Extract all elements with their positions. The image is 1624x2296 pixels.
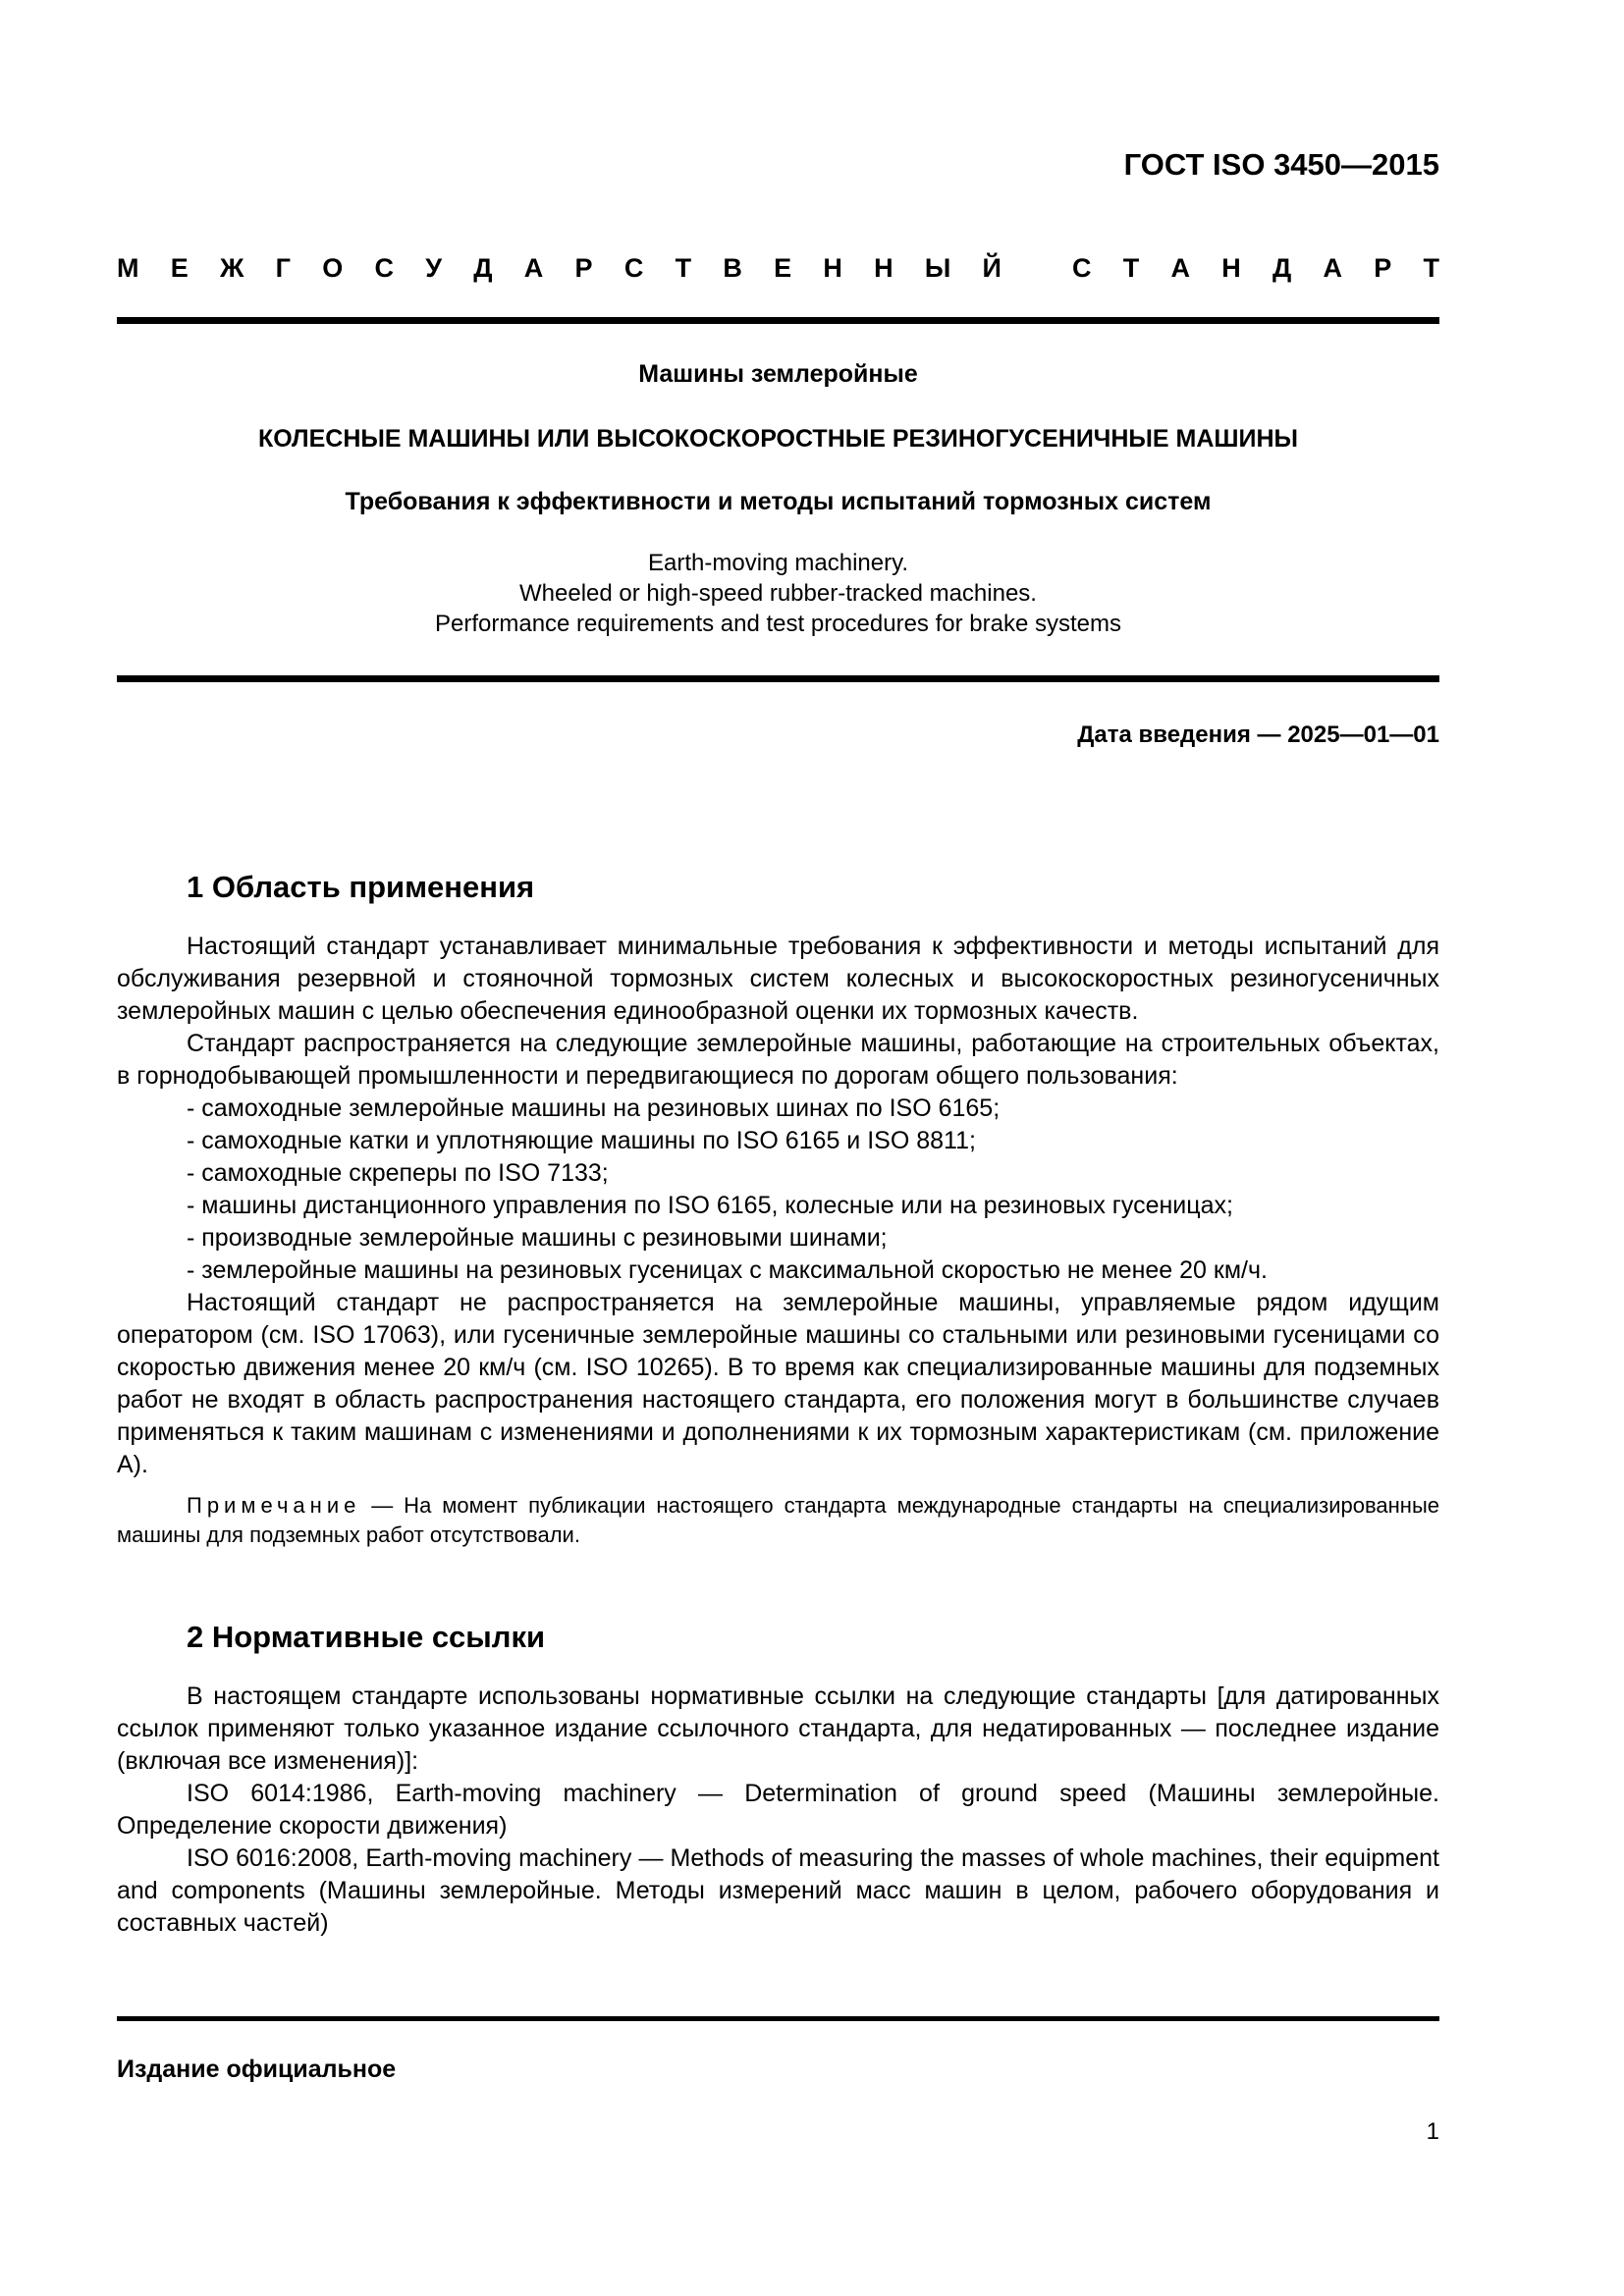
banner-letter: Т <box>1122 253 1140 283</box>
section-1-body <box>117 931 1439 1550</box>
banner-letter: М <box>117 253 139 283</box>
banner-letter: В <box>723 253 742 283</box>
reference-item: ISO 6016:2008, Earth-moving machinery — Methods of measuring the masses of whole machines, their equipment and components (Машины землеройные. Методы измерений масс машин в целом, рабочего оборудования и составных частей) <box>117 1844 1439 1937</box>
note-label: Примечание <box>187 1493 361 1518</box>
footer-divider <box>117 2016 1439 2021</box>
list-item: - землеройные машины на резиновых гусеницах с максимальной скоростью не менее 20 км/ч. <box>187 1256 1268 1284</box>
document-subtitle: Требования к эффективности и методы испытаний тормозных систем <box>345 488 1212 515</box>
list-item: - самоходные катки и уплотняющие машины по ISO 6165 и ISO 8811; <box>187 1127 976 1154</box>
english-title-line: Earth-moving machinery. <box>648 550 908 576</box>
title-divider <box>117 675 1439 682</box>
banner-letter: Е <box>774 253 792 283</box>
banner-letter: Т <box>675 253 692 283</box>
section-1-heading: 1 Область применения <box>187 870 535 904</box>
document-subject: Машины землеройные <box>638 360 918 388</box>
banner-letter: Й <box>982 253 1001 283</box>
banner-letter: А <box>1323 253 1342 283</box>
paragraph: Настоящий стандарт устанавливает минимальные требования к эффективности и методы испытаний для обслуживания резервной и стояночной тормозных систем колесных и высокоскоростных резиногусеничных землеройных машин с целью обеспечения единообразной оценки их тормозных качеств. <box>117 933 1439 1025</box>
banner-letter: Н <box>823 253 842 283</box>
banner-letter: Р <box>1374 253 1392 283</box>
banner-letter: Е <box>170 253 189 283</box>
document-code: ГОСТ ISO 3450—2015 <box>1123 147 1439 182</box>
interstate-standard-banner <box>117 253 1439 284</box>
reference-item: ISO 6014:1986, Earth-moving machinery — Determination of ground speed (Машины землеройные. Определение скорости движения) <box>117 1780 1439 1840</box>
banner-letter: Н <box>874 253 893 283</box>
banner-letter: А <box>1170 253 1190 283</box>
banner-letter: О <box>322 253 344 283</box>
banner-letter: Т <box>1423 253 1439 283</box>
note <box>117 1491 1439 1550</box>
banner-letter: У <box>425 253 443 283</box>
english-title-line: Wheeled or high-speed rubber-tracked machines. <box>519 580 1037 607</box>
page-number: 1 <box>1426 2118 1439 2145</box>
paragraph: Настоящий стандарт не распространяется на землеройные машины, управляемые рядом идущим оператором (см. ISO 17063), или гусеничные землеройные машины со стальными или резиновыми гусеницами со скоростью движения менее 20 км/ч (см. ISO 10265). В то время как специализированные машины для подземных работ не входят в область распространения настоящего стандарта, его положения могут в большинстве случаев применяться к таким машинам с изменениями и дополнениями к их тормозным характеристикам (см. приложение А). <box>117 1289 1439 1478</box>
introduction-date: Дата введения — 2025—01—01 <box>1077 721 1439 748</box>
banner-letter: Д <box>1272 253 1292 283</box>
english-title <box>117 548 1439 639</box>
official-edition-label: Издание официальное <box>117 2056 397 2083</box>
list-item: - самоходные землеройные машины на резиновых шинах по ISO 6165; <box>187 1095 1001 1122</box>
top-divider <box>117 317 1439 324</box>
banner-letter: С <box>623 253 644 283</box>
banner-letter: С <box>1071 253 1092 283</box>
note-paragraph <box>117 1491 1439 1550</box>
banner-letter: Д <box>473 253 493 283</box>
banner-letter: Ы <box>924 253 951 283</box>
paragraph: Стандарт распространяется на следующие землеройные машины, работающие на строительных объектах, в горнодобывающей промышленности и передвигающиеся по дорогам общего пользования: <box>117 1030 1439 1090</box>
banner-letter: Ж <box>220 253 244 283</box>
document-main-title: КОЛЕСНЫЕ МАШИНЫ ИЛИ ВЫСОКОСКОРОСТНЫЕ РЕЗИНОГУСЕНИЧНЫЕ МАШИНЫ <box>257 425 1299 453</box>
list-item: - производные землеройные машины с резиновыми шинами; <box>187 1224 888 1252</box>
section-2-body <box>117 1681 1439 1940</box>
paragraph: В настоящем стандарте использованы нормативные ссылки на следующие стандарты [для датированных ссылок применяют только указанное издание ссылочного стандарта, для недатированных — последнее издание (включая все изменения)]: <box>117 1682 1439 1775</box>
banner-letter: С <box>374 253 394 283</box>
banner-letter: А <box>523 253 544 283</box>
banner-letter: Г <box>275 253 291 283</box>
list-item: - самоходные скреперы по ISO 7133; <box>187 1159 609 1187</box>
banner-letter: Р <box>574 253 593 283</box>
banner-letter: Н <box>1221 253 1241 283</box>
note-text: — На момент публикации настоящего стандарта международные стандарты на специализированные машины для подземных работ отсутствовали. <box>117 1493 1439 1547</box>
list-item: - машины дистанционного управления по ISO 6165, колесные или на резиновых гусеницах; <box>187 1192 1233 1219</box>
banner-word-gap <box>1033 253 1041 284</box>
section-2-heading: 2 Нормативные ссылки <box>187 1620 546 1654</box>
english-title-line: Performance requirements and test procedures for brake systems <box>435 611 1121 637</box>
